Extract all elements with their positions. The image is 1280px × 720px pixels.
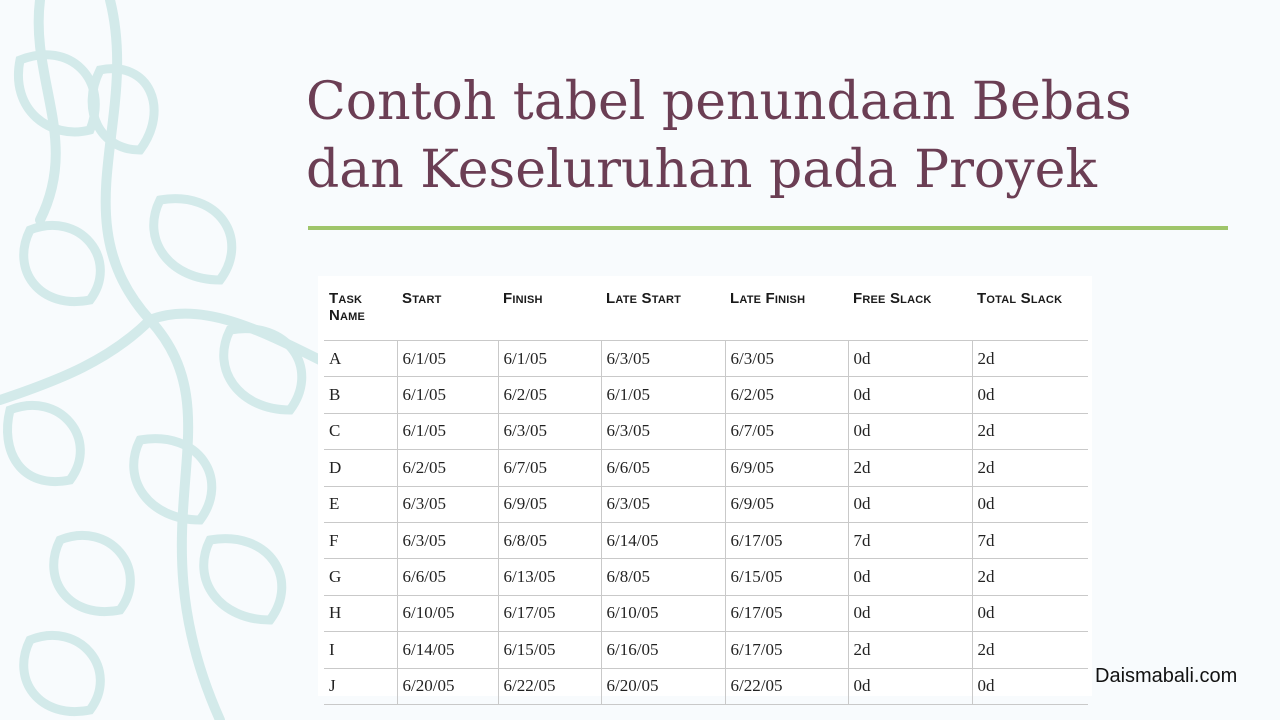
header-total-slack: Total Slack: [977, 290, 1063, 307]
cell-task-name: E: [324, 486, 397, 522]
cell-start: 6/20/05: [397, 668, 498, 704]
cell-finish: 6/2/05: [498, 377, 601, 413]
cell-start: 6/1/05: [397, 341, 498, 377]
cell-late-finish: 6/9/05: [725, 486, 848, 522]
table-row: [324, 486, 1088, 522]
cell-start: 6/1/05: [397, 377, 498, 413]
cell-finish: 6/3/05: [498, 413, 601, 449]
header-late-start: Late Start: [606, 290, 682, 307]
cell-finish: 6/15/05: [498, 632, 601, 668]
cell-finish: 6/9/05: [498, 486, 601, 522]
cell-task-name: C: [324, 413, 397, 449]
cell-start: 6/10/05: [397, 595, 498, 631]
cell-free-slack: 7d: [848, 522, 972, 558]
header-free-slack: Free Slack: [853, 290, 932, 307]
slack-table-panel: [318, 276, 1092, 696]
cell-total-slack: 2d: [972, 341, 1088, 377]
cell-free-slack: 0d: [848, 559, 972, 595]
cell-late-finish: 6/7/05: [725, 413, 848, 449]
cell-total-slack: 0d: [972, 668, 1088, 704]
cell-task-name: A: [324, 341, 397, 377]
cell-finish: 6/17/05: [498, 595, 601, 631]
cell-total-slack: 0d: [972, 377, 1088, 413]
header-late-finish: Late Finish: [730, 290, 806, 307]
title-divider: [308, 226, 1228, 230]
cell-finish: 6/22/05: [498, 668, 601, 704]
source-credit: Daismabali.com: [1095, 665, 1238, 687]
cell-start: 6/3/05: [397, 522, 498, 558]
cell-task-name: H: [324, 595, 397, 631]
cell-free-slack: 0d: [848, 668, 972, 704]
slack-table: [324, 286, 1088, 705]
cell-start: 6/14/05: [397, 632, 498, 668]
cell-total-slack: 2d: [972, 559, 1088, 595]
cell-free-slack: 0d: [848, 486, 972, 522]
cell-late-start: 6/6/05: [601, 450, 725, 486]
cell-late-start: 6/3/05: [601, 413, 725, 449]
cell-late-start: 6/3/05: [601, 341, 725, 377]
cell-late-finish: 6/17/05: [725, 632, 848, 668]
cell-task-name: J: [324, 668, 397, 704]
table-row: [324, 341, 1088, 377]
cell-finish: 6/13/05: [498, 559, 601, 595]
cell-total-slack: 0d: [972, 486, 1088, 522]
header-finish: Finish: [503, 290, 543, 307]
cell-start: 6/3/05: [397, 486, 498, 522]
table-body: [324, 341, 1088, 705]
cell-late-finish: 6/22/05: [725, 668, 848, 704]
table-row: [324, 377, 1088, 413]
cell-free-slack: 0d: [848, 377, 972, 413]
cell-free-slack: 2d: [848, 632, 972, 668]
table-row: [324, 413, 1088, 449]
cell-task-name: D: [324, 450, 397, 486]
cell-free-slack: 0d: [848, 595, 972, 631]
cell-task-name: G: [324, 559, 397, 595]
cell-start: 6/6/05: [397, 559, 498, 595]
cell-task-name: B: [324, 377, 397, 413]
cell-late-finish: 6/17/05: [725, 522, 848, 558]
cell-free-slack: 0d: [848, 413, 972, 449]
cell-free-slack: 0d: [848, 341, 972, 377]
table-header-row: [324, 286, 1088, 341]
title-line-2: dan Keseluruhan pada Proyek: [306, 140, 1097, 200]
cell-total-slack: 2d: [972, 632, 1088, 668]
slide-title: [306, 68, 1246, 204]
cell-task-name: I: [324, 632, 397, 668]
cell-late-start: 6/3/05: [601, 486, 725, 522]
cell-late-finish: 6/2/05: [725, 377, 848, 413]
cell-total-slack: 7d: [972, 522, 1088, 558]
cell-late-start: 6/20/05: [601, 668, 725, 704]
cell-late-finish: 6/9/05: [725, 450, 848, 486]
cell-total-slack: 2d: [972, 450, 1088, 486]
cell-finish: 6/1/05: [498, 341, 601, 377]
header-task-name: Task Name: [329, 290, 366, 324]
cell-late-start: 6/16/05: [601, 632, 725, 668]
table-row: [324, 595, 1088, 631]
table-row: [324, 632, 1088, 668]
table-row: [324, 668, 1088, 704]
cell-finish: 6/8/05: [498, 522, 601, 558]
cell-task-name: F: [324, 522, 397, 558]
cell-start: 6/1/05: [397, 413, 498, 449]
cell-finish: 6/7/05: [498, 450, 601, 486]
cell-start: 6/2/05: [397, 450, 498, 486]
table-row: [324, 522, 1088, 558]
cell-late-finish: 6/17/05: [725, 595, 848, 631]
cell-total-slack: 2d: [972, 413, 1088, 449]
table-row: [324, 450, 1088, 486]
header-start: Start: [402, 290, 442, 307]
leaf-decoration: [0, 0, 330, 720]
cell-late-start: 6/1/05: [601, 377, 725, 413]
cell-late-start: 6/8/05: [601, 559, 725, 595]
table-row: [324, 559, 1088, 595]
cell-late-start: 6/10/05: [601, 595, 725, 631]
cell-late-start: 6/14/05: [601, 522, 725, 558]
cell-free-slack: 2d: [848, 450, 972, 486]
cell-total-slack: 0d: [972, 595, 1088, 631]
title-line-1: Contoh tabel penundaan Bebas: [306, 72, 1132, 132]
cell-late-finish: 6/15/05: [725, 559, 848, 595]
cell-late-finish: 6/3/05: [725, 341, 848, 377]
